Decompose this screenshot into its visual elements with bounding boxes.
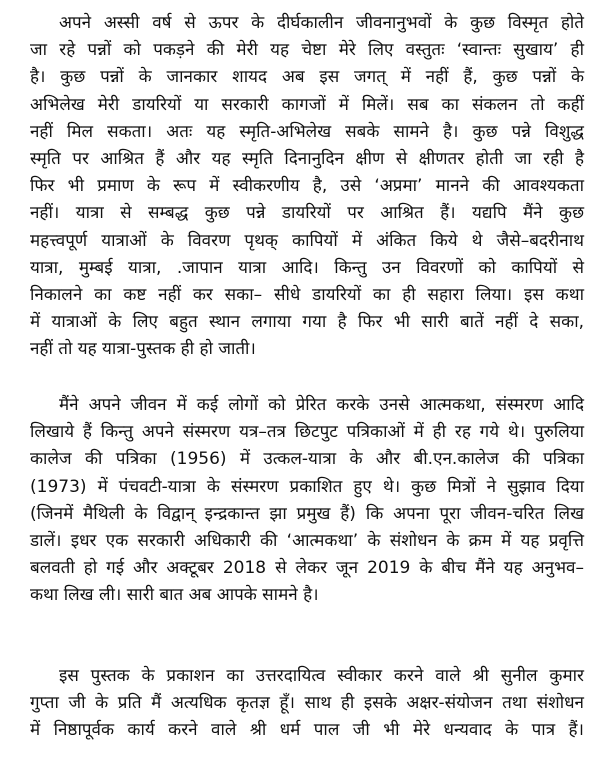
text-line: अपने अस्सी वर्ष से ऊपर के दीर्घकालीन जीवनानुभवों के कुछ विस्मृत होते bbox=[59, 13, 584, 33]
text-line: फिर भी प्रमाण के रूप में स्वीकरणीय है, उसे ‘अप्रमा’ मानने की आवश्यकता bbox=[30, 176, 584, 197]
paragraph-1 bbox=[30, 10, 584, 363]
paragraph-2 bbox=[30, 392, 584, 610]
text-line: निकालने का कष्ट नहीं कर सका– सीधे डायरियों का ही सहारा लिया। इस कथा bbox=[30, 284, 584, 305]
text-line: कालेज की पत्रिका (1956) में उत्कल-यात्रा के और बी.एन.कालेज की पत्रिका bbox=[30, 449, 584, 470]
text-line: अभिलेख मेरी डायरियों या सरकारी कागजों में मिलें। सब का संकलन तो कहीं bbox=[30, 94, 584, 115]
text-line: लिखाये हैं किन्तु अपने संस्मरण यत्र–तत्र छिटपुट पत्रिकाओं में ही रह गये थे। पुरुलिया bbox=[30, 422, 584, 443]
text-line: महत्त्वपूर्ण यात्राओं के विवरण पृथक् कापियों में अंकित किये थे जैसे–बदरीनाथ bbox=[30, 230, 584, 251]
text-line: गुप्ता जी के प्रति मैं अत्यधिक कृतज्ञ हूँ। साथ ही इसके अक्षर-संयोजन तथा संशोधन bbox=[30, 693, 584, 714]
text-line: बलवती हो गई और अक्टूबर 2018 से लेकर जून 2019 के बीच मैंने यह अनुभव– bbox=[30, 558, 584, 579]
text-line: मैंने अपने जीवन में कई लोगों को प्रेरित करके उनसे आत्मकथा, संस्मरण आदि bbox=[59, 395, 584, 415]
text-line: कथा लिख ली। सारी बात अब आपके सामने है। bbox=[30, 585, 319, 606]
text-line: डालें। इधर एक सरकारी अधिकारी की ‘आत्मकथा’ के संशोधन के क्रम में यह प्रवृत्ति bbox=[30, 530, 584, 551]
text-line: नहीं। यात्रा से सम्बद्ध कुछ पन्ने डायरियों पर आश्रित हैं। यद्यपि मैंने कुछ bbox=[30, 203, 584, 224]
text-line: है। कुछ पन्नों के जानकार शायद अब इस जगत् में नहीं हैं, कुछ पन्नों के bbox=[30, 67, 584, 88]
text-line: में यात्राओं के लिए बहुत स्थान लगाया गया है फिर भी सारी बातें नहीं दे सका, bbox=[30, 312, 584, 333]
text-line: नहीं मिल सकता। अतः यह स्मृति-अभिलेख सबके सामने है। कुछ पन्ने विशुद्ध bbox=[30, 121, 584, 142]
text-line: नहीं तो यह यात्रा-पुस्तक ही हो जाती। bbox=[30, 339, 256, 360]
text-line: जा रहे पन्नों को पकड़ने की मेरी यह चेष्टा मेरे लिए वस्तुतः ‘स्वान्तः सुखाय’ ही bbox=[30, 40, 584, 61]
text-line: स्मृति पर आश्रित हैं और यह स्मृति दिनानुदिन क्षीण से क्षीणतर होती जा रही है bbox=[30, 148, 584, 169]
text-line: यात्रा, मुम्बई यात्रा, .जापान यात्रा आदि। किन्तु उन विवरणों को कापियों से bbox=[30, 257, 584, 278]
text-line: में निष्ठापूर्वक कार्य करने वाले श्री धर्म पाल जी भी मेरे धन्यवाद के पात्र हैं। bbox=[30, 720, 584, 741]
text-line: इस पुस्तक के प्रकाशन का उत्तरदायित्व स्वीकार करने वाले श्री सुनील कुमार bbox=[59, 666, 584, 686]
text-line: (जिनमें मैथिली के विद्वान् इन्द्रकान्त झा प्रमुख हैं) कि अपना पूरा जीवन-चरित लिख bbox=[30, 503, 584, 524]
paragraph-3 bbox=[30, 663, 584, 745]
text-line: (1973) में पंचवटी-यात्रा के संस्मरण प्रकाशित हुए थे। कुछ मित्रों ने सुझाव दिया bbox=[30, 476, 584, 497]
